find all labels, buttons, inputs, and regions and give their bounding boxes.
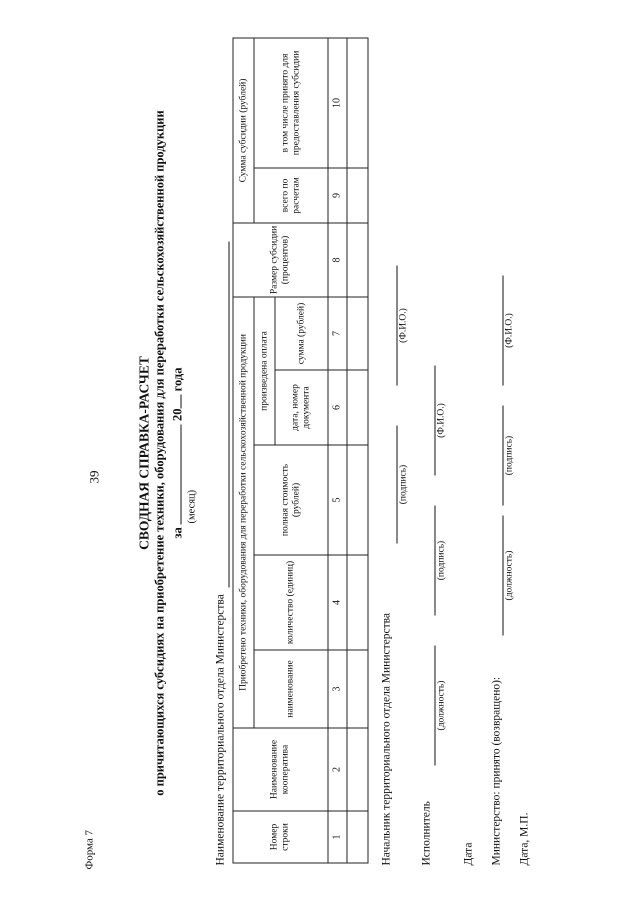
table-cell — [347, 370, 368, 445]
table-cell — [347, 167, 368, 222]
col-number: 7 — [328, 296, 347, 369]
doc-title: СВОДНАЯ СПРАВКА-РАСЧЕТ — [136, 355, 151, 550]
subsidy-table — [232, 37, 368, 863]
table-cell — [347, 555, 368, 650]
col-number: 9 — [328, 167, 347, 222]
month-blank — [168, 424, 181, 524]
ministry-sign-caption: (подпись) — [504, 435, 514, 475]
ministry-position-line — [502, 515, 503, 635]
page-number: 39 — [86, 470, 101, 483]
head-fio-caption: (Ф.И.О.) — [398, 307, 408, 343]
col-number: 3 — [328, 650, 347, 728]
executor-label: Исполнитель — [420, 800, 432, 865]
head-label: Начальник территориального отдела Министерства — [380, 612, 392, 865]
group-paid: произведена оплата — [254, 296, 275, 444]
ministry-fio-line — [502, 275, 503, 385]
head-sign-line — [396, 425, 397, 543]
month-caption: (месяц) — [186, 489, 197, 523]
table-row — [347, 37, 368, 862]
col-number: 4 — [328, 555, 347, 650]
head-sign-caption: (подпись) — [398, 464, 408, 504]
doc-subtitle: о причитающихся субсидиях на приобретение техники, оборудования для переработки сельскохозяйственной продукции — [152, 109, 166, 796]
department-line — [228, 241, 229, 587]
col-row-no: Номер строки — [233, 811, 328, 863]
col-number: 10 — [328, 37, 347, 167]
executor-sign-line — [434, 505, 435, 615]
col-number: 5 — [328, 445, 347, 555]
period-suffix: года — [170, 367, 184, 391]
period-line — [168, 0, 185, 905]
table-cell — [347, 650, 368, 728]
ministry-fio-caption: (Ф.И.О.) — [504, 312, 514, 348]
col-rate: Размер субсидии (процентов) — [233, 222, 328, 296]
table-cell — [347, 811, 368, 863]
table-cell — [347, 37, 368, 167]
ministry-position-caption: (должность) — [504, 550, 514, 600]
ministry-sign-line — [502, 405, 503, 505]
period-prefix: за — [170, 526, 184, 538]
executor-fio-line — [434, 365, 435, 475]
col-incl: в том числе принято для предоставления субсидии — [254, 37, 328, 167]
executor-fio-caption: (Ф.И.О.) — [436, 402, 446, 438]
executor-position-caption: (должность) — [436, 680, 446, 730]
department-label: Наименование территориального отдела Министерства — [214, 593, 226, 865]
date-label: Дата — [462, 842, 474, 865]
table-cell — [347, 728, 368, 811]
executor-sign-caption: (подпись) — [436, 540, 446, 580]
col-full-cost: полная стоимость (рублей) — [254, 445, 328, 555]
table-cell — [347, 296, 368, 369]
col-doc: дата, номер документа — [275, 370, 328, 445]
col-number: 6 — [328, 370, 347, 445]
date-mp-label: Дата, М.П. — [518, 812, 530, 865]
group-acquired: Приобретено техники, оборудования для переработки сельскохозяйственной продукции — [233, 296, 254, 727]
ministry-label: Министерство: принято (возвращено): — [490, 676, 502, 865]
col-number: 8 — [328, 222, 347, 296]
col-sum: сумма (рублей) — [275, 296, 328, 369]
col-coop: Наименование кооператива — [233, 728, 328, 811]
year-blank — [168, 394, 181, 408]
year-prefix: 20 — [170, 407, 184, 421]
col-qty: количество (единиц) — [254, 555, 328, 650]
executor-position-line — [434, 645, 435, 765]
col-total: всего по расчетам — [254, 167, 328, 222]
head-fio-line — [396, 265, 397, 385]
col-number: 2 — [328, 728, 347, 811]
form-label: Форма 7 — [83, 829, 95, 869]
group-subsidy: Сумма субсидии (рублей) — [233, 37, 254, 222]
col-name: наименование — [254, 650, 328, 728]
col-number: 1 — [328, 811, 347, 863]
table-cell — [347, 222, 368, 296]
table-cell — [347, 445, 368, 555]
